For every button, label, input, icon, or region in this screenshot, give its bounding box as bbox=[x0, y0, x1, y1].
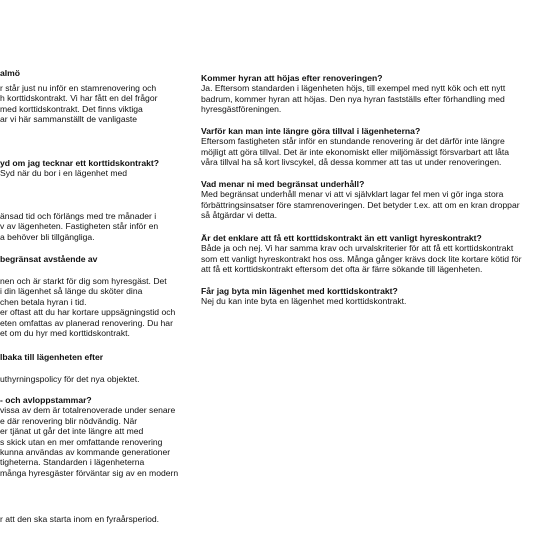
paragraph-line: a behöver bli tillgängliga. bbox=[0, 231, 95, 242]
left-section-0 bbox=[0, 68, 20, 78]
section-heading: lbaka till lägenheten efter bbox=[0, 352, 104, 362]
paragraph-line: vissa av dem är totalrenoverade under senare bbox=[0, 405, 176, 416]
paragraph-line: chen betala hyran i tid. bbox=[0, 296, 87, 307]
paragraph-line: kunna användas av kommande generationer bbox=[0, 447, 171, 458]
left-section-6 bbox=[0, 352, 103, 362]
paragraph-line: badrum, kommer hyran att höjas. Den nya hyran fastställs efter förhandling med bbox=[201, 93, 505, 104]
paragraph-line: er tjänat ut går det inte längre att med bbox=[0, 426, 144, 437]
right-section-2 bbox=[201, 179, 520, 221]
left-section-3 bbox=[0, 211, 158, 242]
paragraph-line: Ja. Eftersom standarden i lägenheten höjs, till exempel med nytt kök och ett nytt bbox=[201, 83, 506, 94]
paragraph-line: er oftast att du har kortare uppsägningstid och bbox=[0, 307, 176, 318]
left-section-1 bbox=[0, 83, 157, 125]
paragraph-line: uthyrningspolicy för det nya objektet. bbox=[0, 374, 140, 384]
left-column bbox=[0, 0, 192, 550]
left-section-2 bbox=[0, 158, 159, 179]
paragraph-line: som ett vanligt hyreskontrakt hos oss. Många gånger krävs dock lite kortare kötid för bbox=[201, 253, 522, 264]
left-section-7 bbox=[0, 374, 140, 384]
paragraph-line: v av lägenheten. Fastigheten står inför en bbox=[0, 221, 159, 232]
paragraph-line: tigheterna. Standarden i lägenheterna bbox=[0, 457, 145, 468]
section-heading: Vad menar ni med begränsat underhåll? bbox=[201, 179, 365, 189]
section-heading: Varför kan man inte längre göra tillval i lägenheterna? bbox=[201, 126, 421, 136]
paragraph-line: ar vi här sammanställt de vanligaste bbox=[0, 114, 138, 125]
paragraph-line: h korttidskontrakt. Vi har fått en del frågor bbox=[0, 93, 158, 104]
section-heading: - och avloppstammar? bbox=[0, 395, 92, 405]
right-section-1 bbox=[201, 126, 509, 168]
paragraph-line: Eftersom fastigheten står inför en stundande renovering är det därför inte längre bbox=[201, 136, 505, 147]
section-heading: begränsat avstående av bbox=[0, 254, 98, 264]
right-column bbox=[201, 0, 550, 550]
paragraph-line: Med begränsat underhåll menar vi att vi självklart lagar fel men vi gör inga stora bbox=[201, 189, 504, 200]
section-heading: yd om jag tecknar ett korttidskontrakt? bbox=[0, 158, 160, 168]
section-heading: almö bbox=[0, 68, 21, 78]
section-heading: Är det enklare att få ett korttidskontrakt än ett vanligt hyreskontrakt? bbox=[201, 233, 482, 243]
paragraph-line: r att den ska starta inom en fyraårsperiod. bbox=[0, 514, 160, 524]
paragraph-line: eten omfattas av planerad renovering. Du har bbox=[0, 317, 173, 328]
paragraph-line: hyresgästföreningen. bbox=[201, 104, 282, 115]
left-section-4 bbox=[0, 254, 97, 264]
paragraph-line: att få ett korttidskontrakt eftersom det ofta är färre sökande till lägenheten. bbox=[201, 264, 483, 275]
paragraph-line: nen och är starkt för dig som hyresgäst. Det bbox=[0, 276, 167, 286]
paragraph-line: våra tillval ha så kort livscykel, då dessa kommer att tas ut under renoveringen. bbox=[201, 157, 502, 168]
paragraph-line: förbättringsinsatser före stamrenoveringen. Det betyder t.ex. att om en kran droppar bbox=[201, 199, 520, 210]
right-section-0 bbox=[201, 73, 505, 115]
section-heading: Kommer hyran att höjas efter renoveringen? bbox=[201, 73, 383, 83]
paragraph-line: många hyresgäster förväntar sig av en modern bbox=[0, 467, 179, 478]
left-section-9 bbox=[0, 514, 159, 524]
paragraph-line: e där renovering blir nödvändig. När bbox=[0, 415, 138, 426]
paragraph-line: i din lägenhet så länge du sköter dina bbox=[0, 286, 143, 297]
left-section-5 bbox=[0, 276, 175, 338]
paragraph-line: möjligt att göra tillval. Det är inte ekonomiskt eller miljömässigt försvarbart att låta bbox=[201, 146, 510, 157]
paragraph-line: Både ja och nej. Vi har samma krav och urvalskriterier för att få ett korttidskontrakt bbox=[201, 243, 514, 254]
paragraph-line: Syd när du bor i en lägenhet med bbox=[0, 168, 128, 179]
paragraph-line: s skick utan en mer omfattande renovering bbox=[0, 436, 163, 447]
paragraph-line: änsad tid och förlängs med tre månader i bbox=[0, 211, 157, 221]
paragraph-line: så åtgärdar vi detta. bbox=[201, 210, 277, 221]
paragraph-line: r står just nu inför en stamrenovering och bbox=[0, 83, 157, 93]
right-section-4 bbox=[201, 286, 406, 307]
paragraph-line: med korttidskontrakt. Det finns viktiga bbox=[0, 103, 143, 114]
left-section-8 bbox=[0, 395, 178, 478]
paragraph-line: et om du hyr med korttidskontrakt. bbox=[0, 328, 130, 339]
right-section-3 bbox=[201, 233, 522, 275]
paragraph-line: Nej du kan inte byta en lägenhet med korttidskontrakt. bbox=[201, 296, 407, 307]
section-heading: Får jag byta min lägenhet med korttidskontrakt? bbox=[201, 286, 398, 296]
